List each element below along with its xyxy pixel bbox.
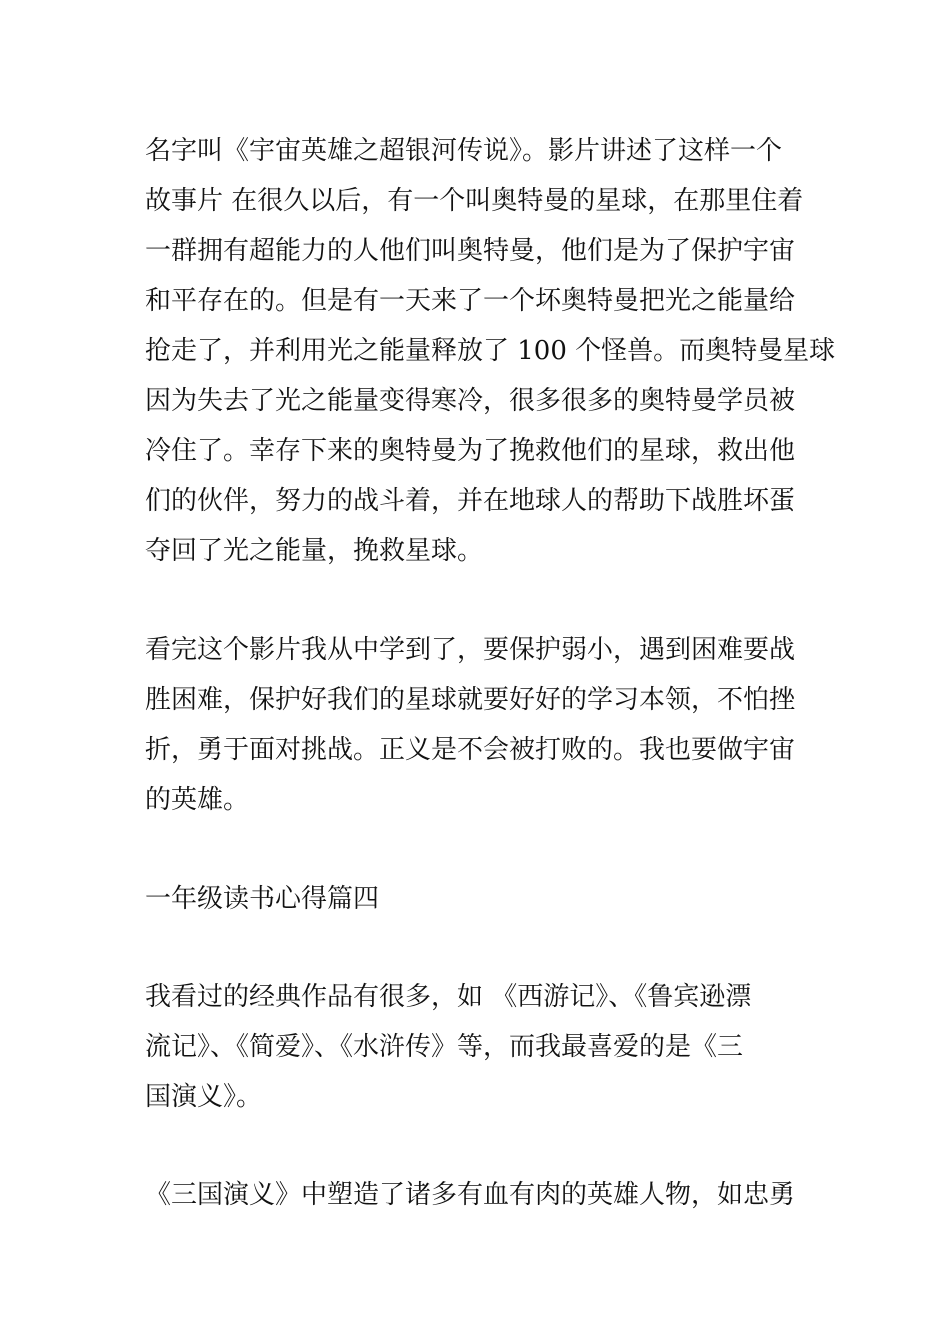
text-line: 一群拥有超能力的人他们叫奥特曼，他们是为了保护宇宙	[145, 236, 796, 266]
text-line: 胜困难，保护好我们的星球就要好好的学习本领，不怕挫	[145, 685, 796, 715]
text-line: 因为失去了光之能量变得寒冷，很多很多的奥特曼学员被	[145, 386, 796, 416]
text-line: 我看过的经典作品有很多，如 《西游记》、《鲁宾逊漂	[145, 982, 752, 1012]
text-line: 看完这个影片我从中学到了，要保护弱小，遇到困难要战	[145, 635, 796, 665]
text-line: 故事片 在很久以后，有一个叫奥特曼的星球，在那里住着	[145, 186, 804, 216]
text-line: 抢走了，并利用光之能量释放了 100 个怪兽。而奥特曼星球	[145, 336, 836, 366]
text-line: 的英雄。	[145, 785, 250, 815]
text-line: 《三国演义》中塑造了诸多有血有肉的英雄人物，如忠勇	[145, 1180, 796, 1210]
text-line: 折，勇于面对挑战。正义是不会被打败的。我也要做宇宙	[145, 735, 796, 765]
text-line: 名字叫《宇宙英雄之超银河传说》。影片讲述了这样一个	[145, 136, 783, 166]
section-heading: 一年级读书心得篇四	[145, 884, 380, 914]
text-line: 国演义》。	[145, 1082, 263, 1112]
text-line: 流记》、《简爱》、《水浒传》等，而我最喜爱的是《三	[145, 1032, 744, 1062]
text-line: 们的伙伴，努力的战斗着，并在地球人的帮助下战胜坏蛋	[145, 486, 796, 516]
text-line: 夺回了光之能量，挽救星球。	[145, 536, 484, 566]
text-line: 冷住了。幸存下来的奥特曼为了挽救他们的星球，救出他	[145, 436, 796, 466]
text-line: 和平存在的。但是有一天来了一个坏奥特曼把光之能量给	[145, 286, 796, 316]
